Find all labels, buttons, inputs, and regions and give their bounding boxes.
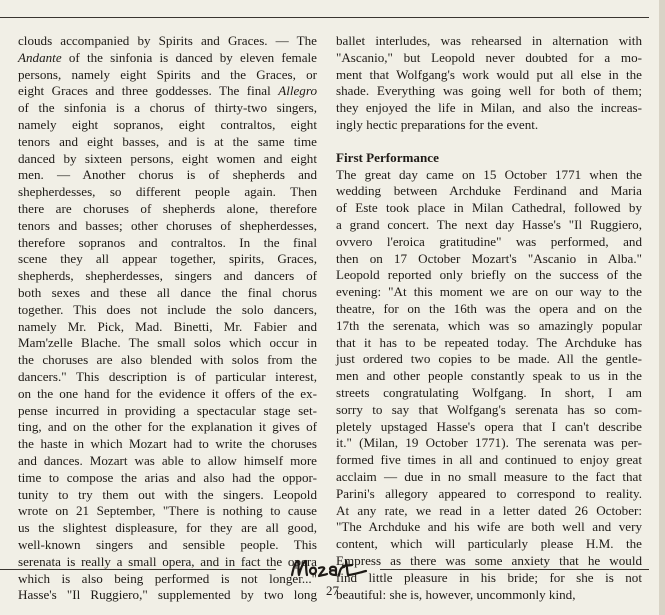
- text-line: men. — Another chorus is of shepherds and: [18, 167, 317, 183]
- text-line: that it has to be repeated today. The Archduke has: [336, 334, 642, 350]
- text-line: on the one hand for the evidence it offers of the ex-: [18, 385, 317, 401]
- text-line: ting, and on the other for the explanation it gives of: [18, 419, 317, 435]
- text-line: ballet interludes, was rehearsed in alternation with: [336, 33, 642, 48]
- text-line: persons, namely eight Spirits and the Graces, or: [18, 66, 317, 82]
- text-line: namely Mr. Pick, Mad. Binetti, Mr. Fabier and: [18, 318, 317, 334]
- paragraph-gap: [336, 134, 642, 150]
- text-line: serenata is really a small opera, and in fact the opera: [18, 553, 317, 569]
- text-line: formed five times in all and continued to enjoy great: [336, 452, 642, 468]
- text-line: shepherdesses, so different people again. Then: [18, 184, 317, 200]
- text-line: Mam'zelle Blache. The small solos which occur in: [18, 335, 317, 351]
- right-column-intro: [336, 33, 642, 134]
- text-line: and dances. Mozart was able to allow himself more: [18, 452, 317, 468]
- top-rule: [0, 17, 649, 18]
- text-line: of the sinfonia is a chorus of thirty-two singers,: [18, 100, 317, 116]
- section-heading: First Performance: [336, 149, 439, 165]
- text-line: just ordered two copies to be made. All the gentle-: [336, 351, 642, 367]
- text-line: the haste in which Mozart had to write the choruses: [18, 436, 317, 452]
- text-line: wedding between Archduke Ferdinand and Maria: [336, 183, 642, 199]
- mozart-signature-logo: [286, 553, 372, 583]
- text-line: shepherds, shepherdesses, singers and dancers of: [18, 268, 317, 284]
- text-line: sorry to say that Wolfgang's serenata has so com-: [336, 401, 642, 417]
- text-line: ingly hectic preparations for the event.: [336, 116, 539, 132]
- page-number: 27: [326, 583, 339, 598]
- right-column-body: [336, 167, 642, 604]
- text-line: shade. Everything was going well for both of them;: [336, 83, 642, 99]
- text-line: namely eight sopranos, eight contraltos, eight: [18, 116, 317, 132]
- text-line: evening: "At this moment we are on our way to the: [336, 284, 642, 300]
- text-line: ovvero l'eroica gratitudine" was performed, and: [336, 233, 642, 249]
- text-line: theatre, for on the 16th was the opera and on the: [336, 300, 642, 316]
- text-line: danced by sixteen persons, eight women and eight: [18, 150, 317, 166]
- text-line: acclaim — due in no small measure to the fact that: [336, 468, 642, 484]
- text-line: Leopold reported only briefly on the success of the: [336, 267, 642, 283]
- text-line: it." (Milan, 19 October 1771). The serenata was per-: [336, 435, 642, 451]
- text-line: together. This does not include the solo dancers,: [18, 301, 317, 317]
- text-line: which is also being performed is not longer...": [18, 570, 317, 586]
- text-line: a grand concert. The next day Hasse's "Il Ruggiero,: [336, 216, 642, 232]
- footer-rule-left: [0, 569, 276, 570]
- text-line: content, which will particularly please H.M. the: [336, 536, 642, 552]
- text-line: find little pleasure in his bride; for she is not: [336, 569, 642, 585]
- text-line: there are choruses of shepherds alone, therefore: [18, 200, 317, 216]
- text-line: Hasse's "Il Ruggiero," supplemented by two long: [18, 587, 317, 603]
- text-line: tenors and basses; other choruses of shepherdesses,: [18, 217, 317, 233]
- text-line: Parini's allegory appeared to correspond to reality.: [336, 485, 642, 501]
- text-line: us the slightest displeasure, for they are all good,: [18, 520, 317, 536]
- text-line: "Ascanio," but Leopold never doubted for a mo-: [336, 49, 642, 65]
- text-line: pletely upstaged Hasse's opera that I can't describe: [336, 418, 642, 434]
- text-line: of Este took place in Milan Cathedral, followed by: [336, 200, 642, 216]
- text-line: clouds accompanied by Spirits and Graces. — The: [18, 33, 317, 48]
- text-line: tenors and eight basses, and is at the same time: [18, 133, 317, 149]
- text-line: 17th the serenata, which was so amazingly popular: [336, 317, 642, 333]
- text-line: the choruses are also blended with solos from the: [18, 352, 317, 368]
- text-line: scene they all appear together, spirits, Graces,: [18, 251, 317, 267]
- text-line: then on 17 October Mozart's "Ascanio in Alba.": [336, 250, 642, 266]
- text-line: dancers." This description is of particular interest,: [18, 368, 317, 384]
- footer-rule-right: [380, 569, 649, 570]
- text-line: they enjoyed the life in Milan, and also the increas-: [336, 100, 642, 116]
- right-text-column: [336, 33, 642, 603]
- text-line: wrote on 21 September, "There is nothing to cause: [18, 503, 317, 519]
- text-line: time to compose the arias and also had the oppor-: [18, 469, 317, 485]
- text-line: eight Graces and three goddesses. The final Allegro: [18, 83, 317, 99]
- text-line: Empress as there was some anxiety that he would: [336, 552, 642, 568]
- text-line: tunity to try them out with the singers. Leopold: [18, 486, 317, 502]
- left-text-column: [18, 33, 317, 604]
- text-line: At any rate, we read in a letter dated 26 October:: [336, 502, 642, 518]
- text-line: both sexes and these all dance the final chorus: [18, 284, 317, 300]
- text-line: therefore sopranos and contraltos. In the final: [18, 234, 317, 250]
- text-line: men and other people constantly speak to us in the: [336, 368, 642, 384]
- text-line: beautiful: she is, however, uncommonly kind,: [336, 586, 576, 602]
- text-line: "The Archduke and his wife are both well and very: [336, 519, 642, 535]
- text-line: pense incurred in providing a spectacular stage set-: [18, 402, 317, 418]
- text-line: streets congratulating Wolfgang. In short, I am: [336, 384, 642, 400]
- text-line: well-known singers and sensible people. This: [18, 536, 317, 552]
- text-line: The great day came on 15 October 1771 when the: [336, 166, 642, 182]
- text-line: ment that Wolfgang's work would put all else in the: [336, 66, 642, 82]
- text-line: Andante of the sinfonia is danced by eleven female: [18, 49, 317, 65]
